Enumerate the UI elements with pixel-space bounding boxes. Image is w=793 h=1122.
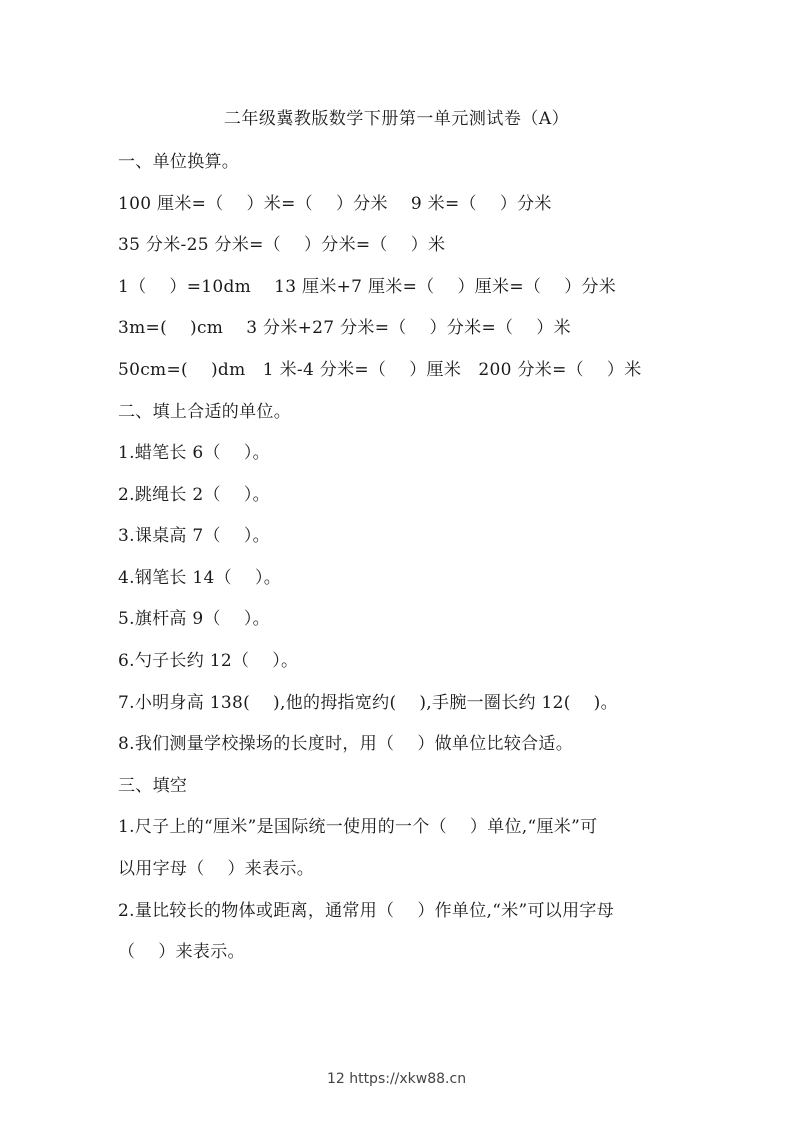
conversion-line-1: 100 厘米=（ ）米=（ ）分米 9 米=（ ）分米	[118, 194, 552, 214]
question-line: 5.旗杆高 9（ ）。	[118, 609, 270, 629]
conversion-line-4: 3m=( )cm 3 分米+27 分米=（ ）分米=（ ）米	[118, 318, 571, 338]
question-line: 4.钢笔长 14（ ）。	[118, 568, 282, 588]
question-line: 6.勺子长约 12（ ）。	[118, 651, 299, 671]
fill-line: （ ）来表示。	[118, 942, 245, 962]
conversion-line-3: 1（ ）=10dm 13 厘米+7 厘米=（ ）厘米=（ ）分米	[118, 277, 617, 297]
section-heading-1: 一、单位换算。	[118, 152, 240, 172]
question-line: 8.我们测量学校操场的长度时，用（ ）做单位比较合适。	[118, 734, 574, 754]
conversion-line-2: 35 分米-25 分米=（ ）分米=（ ）米	[118, 235, 446, 255]
page-title: 二年级冀教版数学下册第一单元测试卷（A）	[223, 109, 570, 129]
question-line: 1.蜡笔长 6（ ）。	[118, 443, 270, 463]
section-heading-2: 二、填上合适的单位。	[118, 402, 291, 422]
conversion-line-5: 50cm=( )dm 1 米-4 分米=（ ）厘米 200 分米=（ ）米	[118, 360, 642, 380]
page-footer: 12 https://xkw88.cn	[326, 1071, 467, 1087]
fill-line: 2.量比较长的物体或距离，通常用（ ）作单位,“米”可以用字母	[118, 901, 615, 921]
fill-line: 1.尺子上的“厘米”是国际统一使用的一个（ ）单位,“厘米”可	[118, 817, 598, 837]
question-line: 2.跳绳长 2（ ）。	[118, 485, 270, 505]
question-line: 7.小明身高 138( ),他的拇指宽约( ),手腕一圈长约 12( )。	[118, 693, 618, 713]
fill-line: 以用字母（ ）来表示。	[118, 859, 315, 879]
question-line: 3.课桌高 7（ ）。	[118, 526, 270, 546]
section-heading-3: 三、填空	[118, 776, 188, 796]
